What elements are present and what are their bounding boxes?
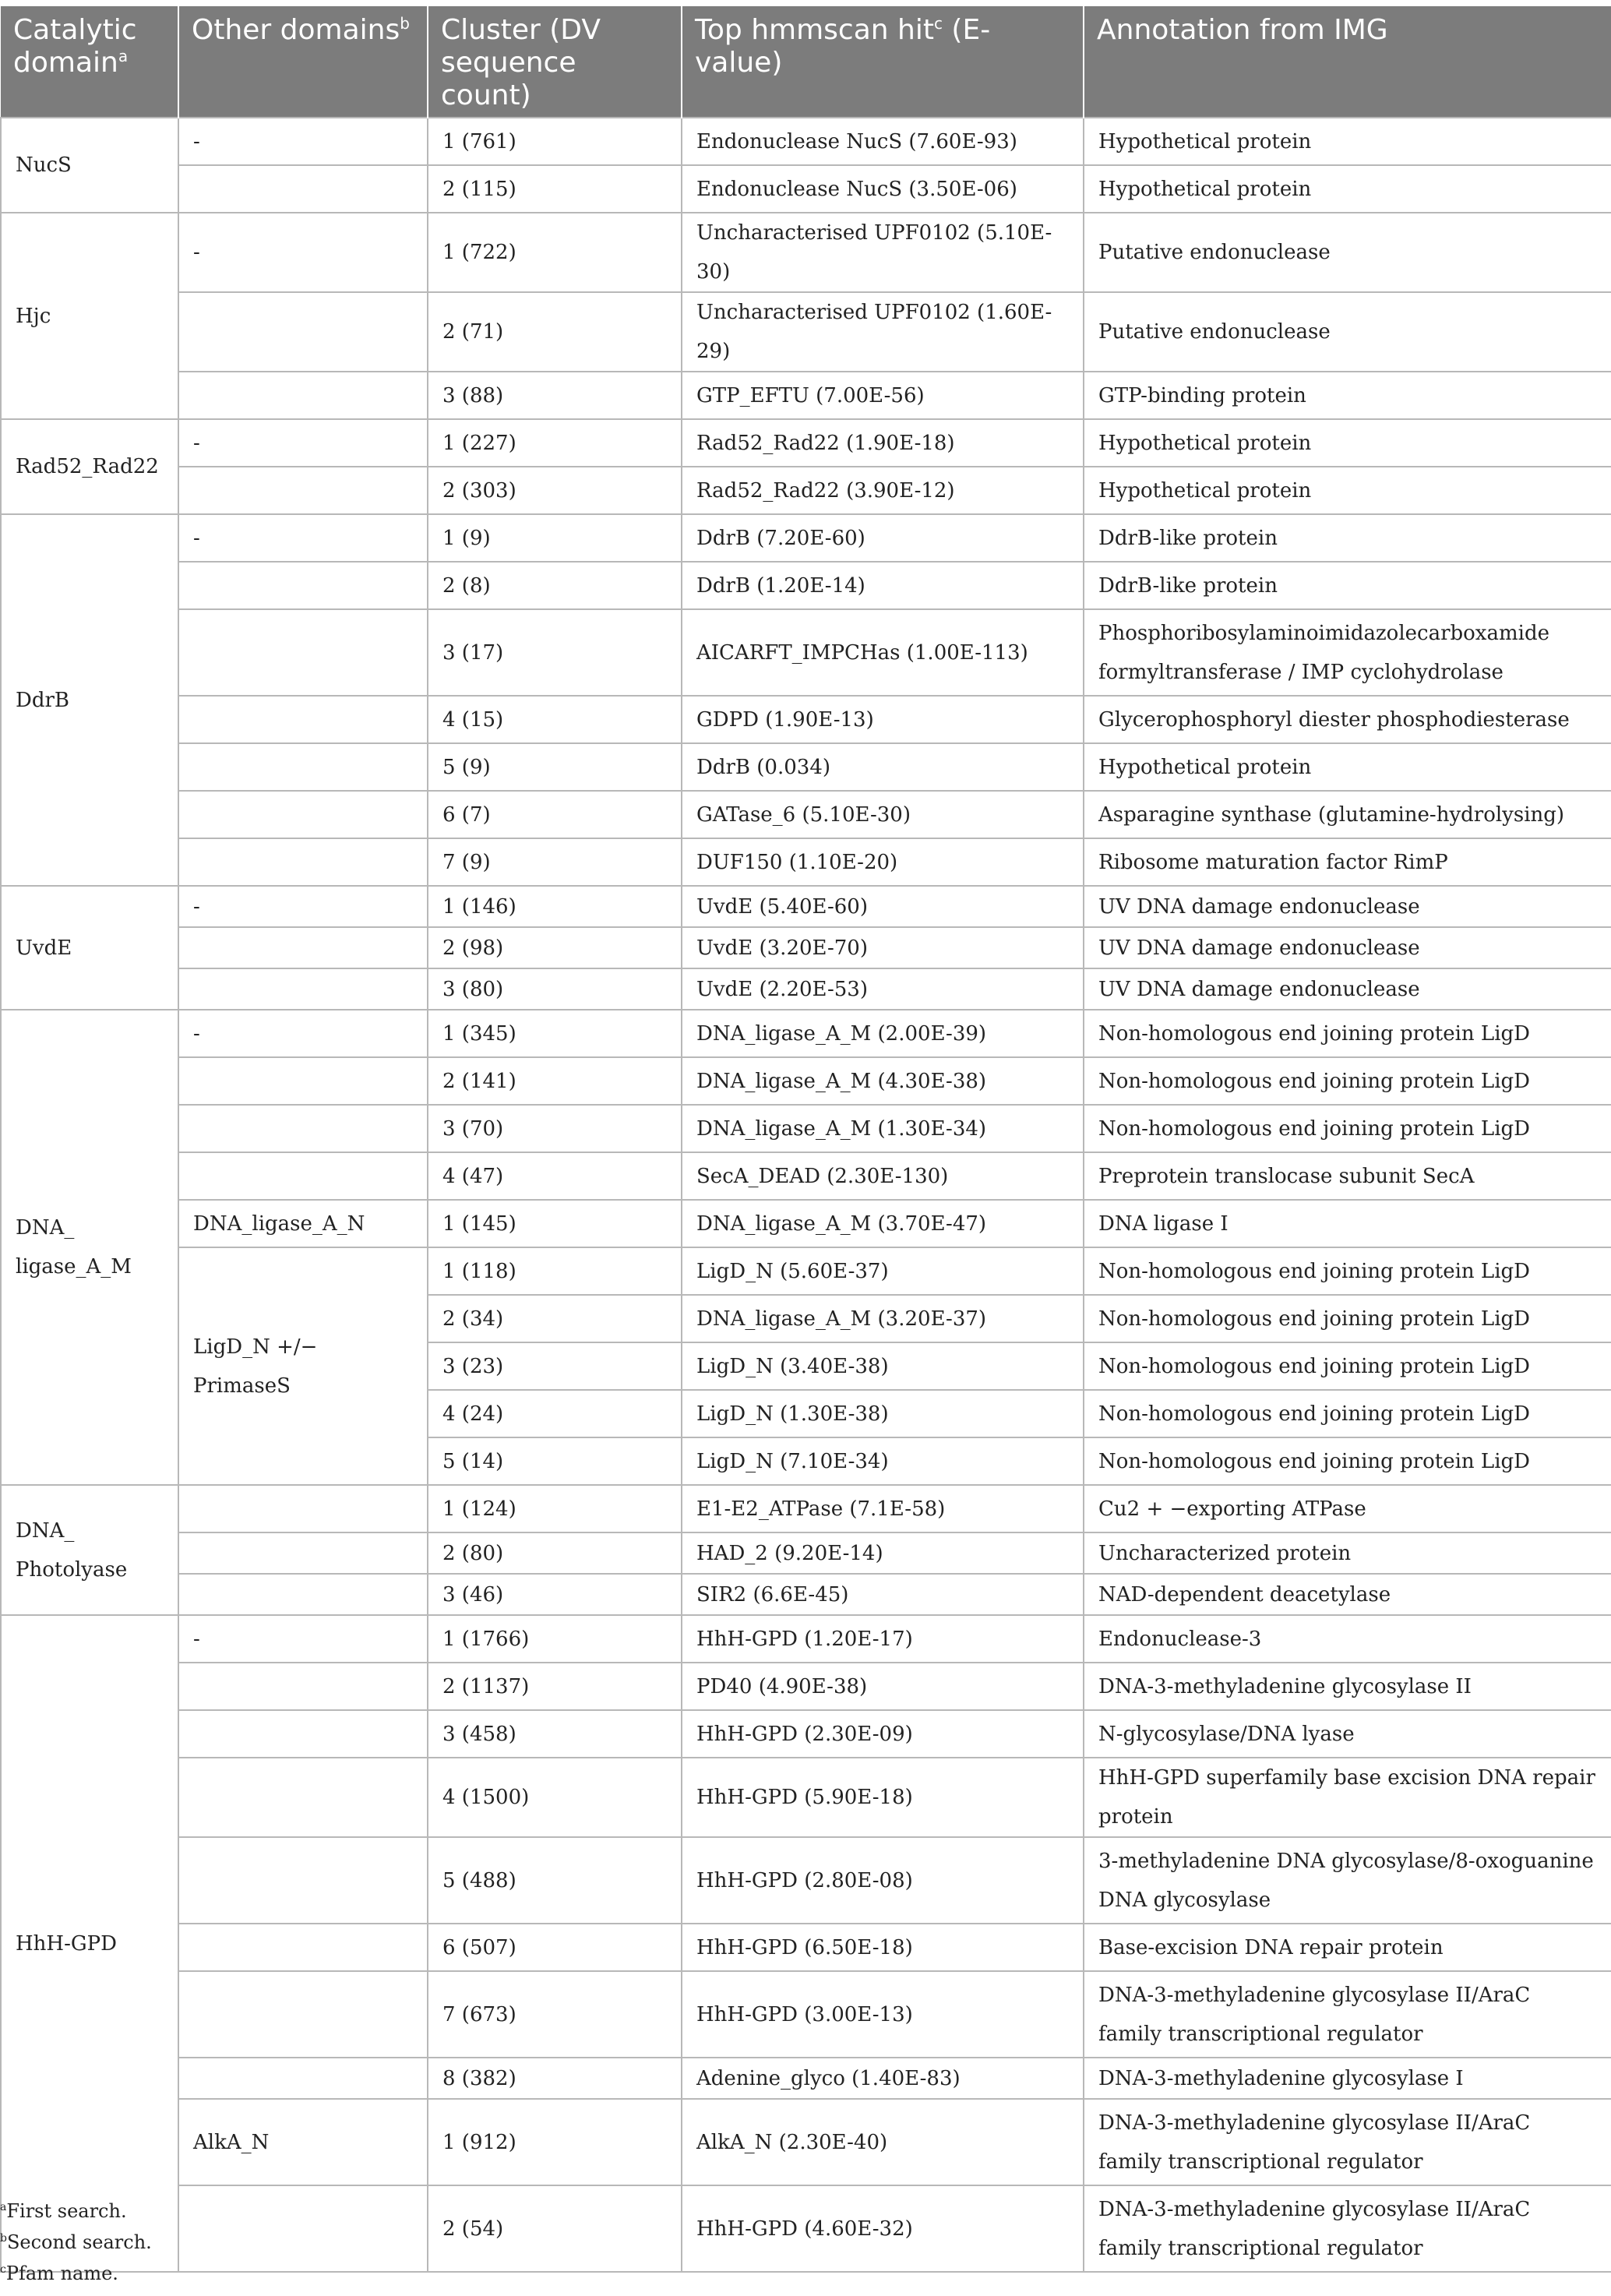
cluster-cell: 4 (24) [428, 1390, 682, 1437]
other-domains-cell: AlkA_N [178, 2099, 428, 2185]
top-hit-cell: SIR2 (6.6E-45) [682, 1574, 1084, 1615]
other-domains-cell [178, 791, 428, 838]
top-hit-cell: DNA_ligase_A_M (3.20E-37) [682, 1295, 1084, 1342]
annotation-cell: UV DNA damage endonuclease [1084, 968, 1611, 1010]
other-domains-cell [178, 467, 428, 514]
cluster-cell: 1 (118) [428, 1247, 682, 1295]
top-hit-cell: HhH-GPD (6.50E-18) [682, 1924, 1084, 1971]
cluster-cell: 5 (14) [428, 1437, 682, 1485]
annotation-cell: Asparagine synthase (glutamine-hydrolysing) [1084, 791, 1611, 838]
table-row [1, 968, 1611, 1010]
annotation-cell: DNA-3-methyladenine glycosylase I [1084, 2058, 1611, 2099]
annotation-cell: Non-homologous end joining protein LigD [1084, 1105, 1611, 1152]
annotation-cell: Hypothetical protein [1084, 419, 1611, 467]
cluster-cell: 7 (673) [428, 1971, 682, 2058]
cluster-cell: 1 (722) [428, 213, 682, 292]
top-hit-cell: AICARFT_IMPCHas (1.00E-113) [682, 609, 1084, 696]
annotation-cell: Putative endonuclease [1084, 213, 1611, 292]
catalytic-domain-cell: DNA_ Photolyase [1, 1485, 178, 1615]
cluster-cell: 2 (303) [428, 467, 682, 514]
top-hit-cell: HAD_2 (9.20E-14) [682, 1532, 1084, 1574]
catalytic-domain-cell: NucS [1, 118, 178, 213]
other-domains-cell [178, 165, 428, 213]
table-row [1, 1010, 1611, 1057]
cluster-cell: 7 (9) [428, 838, 682, 886]
annotation-cell: Hypothetical protein [1084, 165, 1611, 213]
table-row [1, 1574, 1611, 1615]
other-domains-cell: - [178, 419, 428, 467]
other-domains-cell [178, 372, 428, 419]
table-row [1, 118, 1611, 165]
annotation-cell: Hypothetical protein [1084, 743, 1611, 791]
header-annotation: Annotation from IMG [1084, 6, 1611, 118]
other-domains-cell [178, 1971, 428, 2058]
top-hit-cell: E1-E2_ATPase (7.1E-58) [682, 1485, 1084, 1532]
top-hit-cell: GTP_EFTU (7.00E-56) [682, 372, 1084, 419]
table-row [1, 1485, 1611, 1532]
top-hit-cell: HhH-GPD (5.90E-18) [682, 1758, 1084, 1837]
other-domains-cell [178, 927, 428, 968]
annotation-cell: Putative endonuclease [1084, 292, 1611, 372]
top-hit-cell: GATase_6 (5.10E-30) [682, 791, 1084, 838]
other-domains-cell [178, 1485, 428, 1532]
other-domains-cell [178, 968, 428, 1010]
cluster-cell: 1 (227) [428, 419, 682, 467]
top-hit-cell: Endonuclease NucS (3.50E-06) [682, 165, 1084, 213]
footnote: $^b$Second search. [0, 2231, 152, 2253]
table-row [1, 1200, 1611, 1247]
other-domains-cell: - [178, 118, 428, 165]
cluster-cell: 1 (345) [428, 1010, 682, 1057]
catalytic-domain-cell: DNA_ ligase_A_M [1, 1010, 178, 1485]
table-row [1, 467, 1611, 514]
cluster-cell: 3 (88) [428, 372, 682, 419]
catalytic-domain-cell: HhH-GPD [1, 1615, 178, 2272]
annotation-cell: NAD-dependent deacetylase [1084, 1574, 1611, 1615]
top-hit-cell: HhH-GPD (2.80E-08) [682, 1837, 1084, 1924]
annotation-cell: Non-homologous end joining protein LigD [1084, 1057, 1611, 1105]
top-hit-cell: DdrB (1.20E-14) [682, 562, 1084, 609]
table-row [1, 1710, 1611, 1758]
cluster-cell: 2 (98) [428, 927, 682, 968]
table-row [1, 609, 1611, 696]
cluster-cell: 3 (80) [428, 968, 682, 1010]
top-hit-cell: AlkA_N (2.30E-40) [682, 2099, 1084, 2185]
annotation-cell: DNA-3-methyladenine glycosylase II/AraC family transcriptional regulator [1084, 2185, 1611, 2272]
other-domains-cell [178, 1758, 428, 1837]
annotation-cell: DNA-3-methyladenine glycosylase II/AraC family transcriptional regulator [1084, 1971, 1611, 2058]
cluster-cell: 3 (23) [428, 1342, 682, 1390]
other-domains-cell: DNA_ligase_A_N [178, 1200, 428, 1247]
top-hit-cell: HhH-GPD (2.30E-09) [682, 1710, 1084, 1758]
cluster-cell: 3 (17) [428, 609, 682, 696]
top-hit-cell: HhH-GPD (3.00E-13) [682, 1971, 1084, 2058]
header-cluster: Cluster (DV sequence count) [428, 6, 682, 118]
cluster-cell: 1 (145) [428, 1200, 682, 1247]
table-row [1, 886, 1611, 927]
cluster-cell: 2 (8) [428, 562, 682, 609]
annotation-cell: N-glycosylase/DNA lyase [1084, 1710, 1611, 1758]
table-row [1, 1532, 1611, 1574]
catalytic-domain-cell: Hjc [1, 213, 178, 419]
table-body [1, 118, 1611, 2272]
table-row [1, 1758, 1611, 1837]
top-hit-cell: UvdE (3.20E-70) [682, 927, 1084, 968]
top-hit-cell: GDPD (1.90E-13) [682, 696, 1084, 743]
other-domains-cell [178, 1105, 428, 1152]
cluster-cell: 8 (382) [428, 2058, 682, 2099]
annotation-cell: Preprotein translocase subunit SecA [1084, 1152, 1611, 1200]
cluster-cell: 1 (124) [428, 1485, 682, 1532]
cluster-cell: 3 (46) [428, 1574, 682, 1615]
table-row [1, 1247, 1611, 1295]
other-domains-cell [178, 1057, 428, 1105]
cluster-cell: 1 (9) [428, 514, 682, 562]
other-domains-cell [178, 2185, 428, 2272]
footnote: $^c$Pfam name. [0, 2262, 118, 2284]
table-header [1, 6, 1611, 118]
cluster-cell: 3 (70) [428, 1105, 682, 1152]
other-domains-cell: - [178, 1615, 428, 1663]
annotation-cell: Base-excision DNA repair protein [1084, 1924, 1611, 1971]
top-hit-cell: UvdE (5.40E-60) [682, 886, 1084, 927]
annotation-cell: Hypothetical protein [1084, 467, 1611, 514]
cluster-cell: 5 (488) [428, 1837, 682, 1924]
other-domains-cell [178, 1663, 428, 1710]
annotation-cell: DNA-3-methyladenine glycosylase II [1084, 1663, 1611, 1710]
top-hit-cell: Endonuclease NucS (7.60E-93) [682, 118, 1084, 165]
annotation-cell: Non-homologous end joining protein LigD [1084, 1295, 1611, 1342]
top-hit-cell: DNA_ligase_A_M (1.30E-34) [682, 1105, 1084, 1152]
table-row [1, 514, 1611, 562]
other-domains-cell [178, 1710, 428, 1758]
catalytic-domain-cell: Rad52_Rad22 [1, 419, 178, 514]
table-row [1, 2058, 1611, 2099]
annotation-cell: DNA-3-methyladenine glycosylase II/AraC family transcriptional regulator [1084, 2099, 1611, 2185]
table-row [1, 838, 1611, 886]
top-hit-cell: DNA_ligase_A_M (3.70E-47) [682, 1200, 1084, 1247]
other-domains-cell: LigD_N +/− PrimaseS [178, 1247, 428, 1485]
annotation-cell: UV DNA damage endonuclease [1084, 927, 1611, 968]
footnote: $^a$First search. [0, 2200, 127, 2222]
top-hit-cell: Rad52_Rad22 (1.90E-18) [682, 419, 1084, 467]
cluster-cell: 2 (141) [428, 1057, 682, 1105]
table-row [1, 927, 1611, 968]
cluster-cell: 4 (47) [428, 1152, 682, 1200]
catalytic-domain-cell: UvdE [1, 886, 178, 1010]
top-hit-cell: HhH-GPD (4.60E-32) [682, 2185, 1084, 2272]
annotation-cell: Hypothetical protein [1084, 118, 1611, 165]
table-row [1, 165, 1611, 213]
other-domains-cell [178, 562, 428, 609]
annotation-cell: Ribosome maturation factor RimP [1084, 838, 1611, 886]
cluster-cell: 2 (71) [428, 292, 682, 372]
other-domains-cell [178, 1924, 428, 1971]
other-domains-cell [178, 1837, 428, 1924]
top-hit-cell: DNA_ligase_A_M (2.00E-39) [682, 1010, 1084, 1057]
top-hit-cell: PD40 (4.90E-38) [682, 1663, 1084, 1710]
top-hit-cell: UvdE (2.20E-53) [682, 968, 1084, 1010]
cluster-cell: 2 (80) [428, 1532, 682, 1574]
other-domains-cell [178, 1532, 428, 1574]
other-domains-cell [178, 696, 428, 743]
cluster-cell: 2 (34) [428, 1295, 682, 1342]
annotation-cell: Non-homologous end joining protein LigD [1084, 1437, 1611, 1485]
annotation-cell: Phosphoribosylaminoimidazolecarboxamide formyltransferase / IMP cyclohydrolase [1084, 609, 1611, 696]
header-catalytic-domain: Catalytic domain$^a$ [1, 6, 178, 118]
other-domains-cell [178, 609, 428, 696]
top-hit-cell: LigD_N (1.30E-38) [682, 1390, 1084, 1437]
table-row [1, 1105, 1611, 1152]
table-row [1, 1152, 1611, 1200]
other-domains-cell: - [178, 886, 428, 927]
cluster-cell: 1 (146) [428, 886, 682, 927]
table-row [1, 1663, 1611, 1710]
annotation-cell: Uncharacterized protein [1084, 1532, 1611, 1574]
cluster-cell: 6 (7) [428, 791, 682, 838]
annotation-cell: Non-homologous end joining protein LigD [1084, 1390, 1611, 1437]
cluster-cell: 4 (1500) [428, 1758, 682, 1837]
other-domains-cell [178, 1574, 428, 1615]
cluster-cell: 1 (1766) [428, 1615, 682, 1663]
top-hit-cell: Rad52_Rad22 (3.90E-12) [682, 467, 1084, 514]
table-row [1, 791, 1611, 838]
annotation-cell: Non-homologous end joining protein LigD [1084, 1342, 1611, 1390]
top-hit-cell: DdrB (7.20E-60) [682, 514, 1084, 562]
annotation-cell: DdrB-like protein [1084, 562, 1611, 609]
annotation-cell: Glycerophosphoryl diester phosphodiesterase [1084, 696, 1611, 743]
other-domains-cell [178, 1152, 428, 1200]
annotation-cell: 3-methyladenine DNA glycosylase/8-oxoguanine DNA glycosylase [1084, 1837, 1611, 1924]
header-top-hit: Top hmmscan hit$^c$ (E-value) [682, 6, 1084, 118]
top-hit-cell: DdrB (0.034) [682, 743, 1084, 791]
table-row [1, 1971, 1611, 2058]
other-domains-cell [178, 2058, 428, 2099]
other-domains-cell [178, 838, 428, 886]
table-row [1, 419, 1611, 467]
top-hit-cell: LigD_N (3.40E-38) [682, 1342, 1084, 1390]
annotation-cell: DNA ligase I [1084, 1200, 1611, 1247]
other-domains-cell [178, 292, 428, 372]
table-footnotes [0, 2195, 152, 2289]
cluster-cell: 2 (115) [428, 165, 682, 213]
table-row [1, 213, 1611, 292]
annotation-cell: Cu2 + −exporting ATPase [1084, 1485, 1611, 1532]
catalytic-domain-cell: DdrB [1, 514, 178, 886]
table-row [1, 2099, 1611, 2185]
annotation-cell: Endonuclease-3 [1084, 1615, 1611, 1663]
header-other-domains: Other domains$^b$ [178, 6, 428, 118]
top-hit-cell: Uncharacterised UPF0102 (1.60E-29) [682, 292, 1084, 372]
top-hit-cell: SecA_DEAD (2.30E-130) [682, 1152, 1084, 1200]
other-domains-cell [178, 743, 428, 791]
cluster-cell: 3 (458) [428, 1710, 682, 1758]
annotation-cell: UV DNA damage endonuclease [1084, 886, 1611, 927]
annotation-cell: GTP-binding protein [1084, 372, 1611, 419]
table-row [1, 562, 1611, 609]
annotation-cell: HhH-GPD superfamily base excision DNA repair protein [1084, 1758, 1611, 1837]
cluster-cell: 6 (507) [428, 1924, 682, 1971]
other-domains-cell: - [178, 514, 428, 562]
table-row [1, 743, 1611, 791]
table-row [1, 292, 1611, 372]
top-hit-cell: Uncharacterised UPF0102 (5.10E-30) [682, 213, 1084, 292]
annotation-cell: Non-homologous end joining protein LigD [1084, 1247, 1611, 1295]
top-hit-cell: HhH-GPD (1.20E-17) [682, 1615, 1084, 1663]
table-row [1, 696, 1611, 743]
cluster-cell: 2 (54) [428, 2185, 682, 2272]
results-table [0, 6, 1611, 2273]
top-hit-cell: DNA_ligase_A_M (4.30E-38) [682, 1057, 1084, 1105]
table-row [1, 1615, 1611, 1663]
annotation-cell: Non-homologous end joining protein LigD [1084, 1010, 1611, 1057]
annotation-cell: DdrB-like protein [1084, 514, 1611, 562]
cluster-cell: 1 (912) [428, 2099, 682, 2185]
table-row [1, 1924, 1611, 1971]
top-hit-cell: DUF150 (1.10E-20) [682, 838, 1084, 886]
other-domains-cell: - [178, 1010, 428, 1057]
cluster-cell: 5 (9) [428, 743, 682, 791]
other-domains-cell: - [178, 213, 428, 292]
cluster-cell: 4 (15) [428, 696, 682, 743]
cluster-cell: 2 (1137) [428, 1663, 682, 1710]
top-hit-cell: LigD_N (5.60E-37) [682, 1247, 1084, 1295]
top-hit-cell: Adenine_glyco (1.40E-83) [682, 2058, 1084, 2099]
table-row [1, 2185, 1611, 2272]
cluster-cell: 1 (761) [428, 118, 682, 165]
table-row [1, 372, 1611, 419]
table-row [1, 1057, 1611, 1105]
top-hit-cell: LigD_N (7.10E-34) [682, 1437, 1084, 1485]
table-row [1, 1837, 1611, 1924]
